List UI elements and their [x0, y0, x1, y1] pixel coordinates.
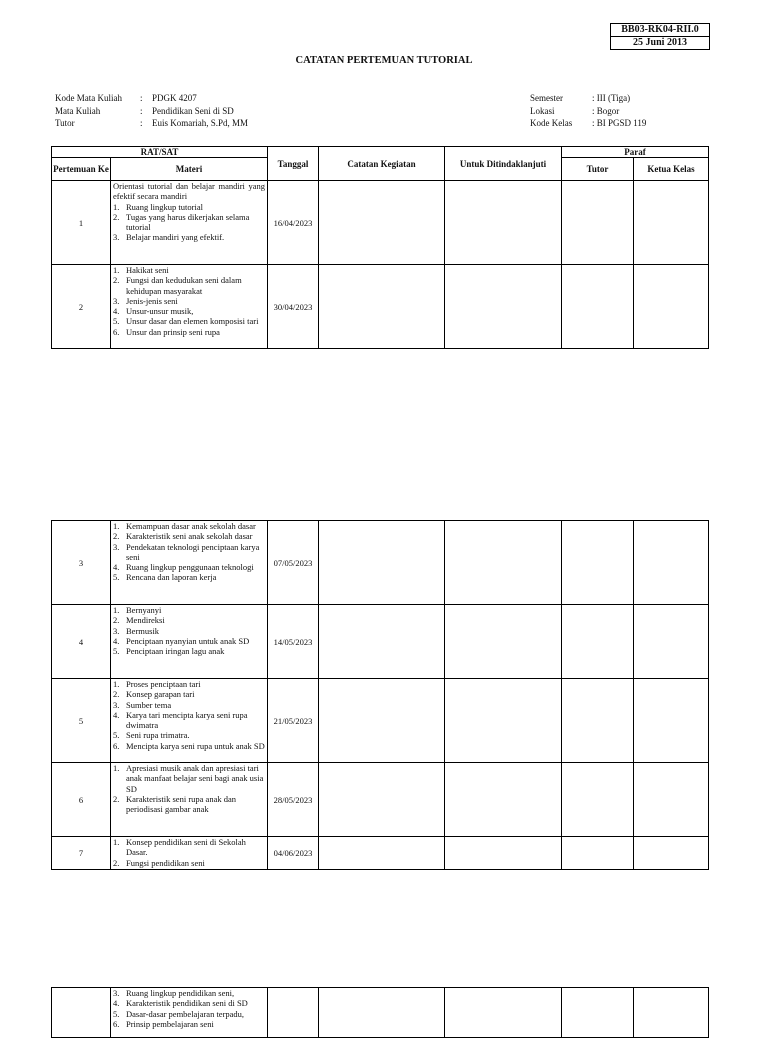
materi-cell: [111, 265, 268, 349]
item-number: 4.: [113, 998, 120, 1009]
item-text: Bernyanyi: [126, 605, 162, 615]
catatan-kegiatan-cell: [319, 521, 445, 605]
tutor-paraf-cell: [562, 679, 634, 763]
item-number: 3.: [113, 699, 120, 710]
table-row: [52, 521, 709, 605]
item-text: Unsur dasar dan elemen komposisi tari: [126, 316, 259, 327]
materi-cell: [111, 605, 268, 679]
info-label: Lokasi: [530, 105, 555, 116]
item-number: 2.: [113, 211, 120, 222]
item-text: Apresiasi musik anak dan apresiasi tari anak manfaat belajar seni bagi anak usia SD: [126, 763, 264, 794]
rat-sat-header: RAT/SAT: [52, 147, 268, 158]
paraf-header: Paraf: [562, 147, 709, 158]
tutor-paraf-cell: [562, 763, 634, 837]
list-item: [113, 296, 265, 306]
tindak-lanjut-cell: [445, 679, 562, 763]
ketua-kelas-paraf-cell: [634, 181, 709, 265]
list-item: [113, 646, 265, 656]
info-label: Semester: [530, 93, 563, 103]
meeting-number: 2: [52, 265, 111, 349]
list-item: [113, 858, 265, 868]
item-text: Belajar mandiri yang efektif.: [126, 232, 225, 243]
list-item: [113, 615, 265, 625]
list-item: [113, 998, 265, 1008]
item-number: 2.: [113, 793, 120, 804]
ketua-kelas-paraf-cell: [634, 521, 709, 605]
item-number: 1.: [113, 201, 120, 212]
list-item: [113, 730, 265, 740]
item-text: Karya tari mencipta karya seni rupa dwimatra: [126, 709, 248, 731]
info-row: Tutor : Euis Komariah, S.Pd, MM: [55, 118, 249, 128]
info-row: Mata Kuliah : Pendidikan Seni di SD: [55, 105, 234, 116]
list-item: [113, 275, 265, 296]
item-number: 3.: [113, 988, 120, 998]
list-item: [113, 605, 265, 615]
item-number: 2.: [113, 857, 120, 868]
catatan-kegiatan-cell: [319, 181, 445, 265]
list-item: [113, 710, 265, 731]
item-number: 2.: [113, 615, 120, 626]
tindak-lanjut-cell: [445, 605, 562, 679]
table-row: [52, 679, 709, 763]
materi-intro: Orientasi tutorial dan belajar mandiri yang efektif secara mandiri: [113, 181, 265, 202]
item-text: Sumber tema: [126, 699, 172, 710]
item-text: Prinsip pembelajaran seni: [126, 1018, 214, 1029]
item-number: 6.: [113, 1018, 120, 1029]
list-item: [113, 232, 265, 242]
list-item: [113, 988, 265, 998]
meeting-date: 28/05/2023: [268, 763, 319, 837]
item-number: 5.: [113, 316, 120, 327]
info-value: : III (Tiga): [592, 93, 631, 103]
item-number: 4.: [113, 306, 120, 317]
tindak-lanjut-cell: [445, 181, 562, 265]
materi-cell: [111, 521, 268, 605]
item-text: Tugas yang harus dikerjakan selama tutorial: [126, 211, 250, 233]
materi-cell: [111, 181, 268, 265]
item-number: 1.: [113, 763, 120, 773]
catatan-kegiatan-cell: [319, 679, 445, 763]
list-item: [113, 636, 265, 646]
item-text: Hakikat seni: [126, 265, 169, 275]
meeting-number: 4: [52, 605, 111, 679]
tutorial-table-section-2: [51, 520, 709, 870]
list-item: [113, 521, 265, 531]
tutor-paraf-cell: [562, 181, 634, 265]
catatan-kegiatan-cell: [319, 605, 445, 679]
tutor-header: Tutor: [562, 158, 634, 181]
ketua-kelas-paraf-cell: [634, 605, 709, 679]
catatan-kegiatan-cell: [319, 265, 445, 349]
list-item: [113, 562, 265, 572]
info-row: Kode Mata Kuliah : PDGK 4207: [55, 93, 197, 103]
info-label: Mata Kuliah: [55, 105, 101, 116]
meeting-number: 6: [52, 763, 111, 837]
item-text: Ruang lingkup tutorial: [126, 201, 203, 212]
table-row: [52, 988, 709, 1038]
item-text: Proses penciptaan tari: [126, 679, 201, 689]
tutor-paraf-cell: [562, 837, 634, 870]
meeting-date: [268, 988, 319, 1038]
meeting-number: [52, 988, 111, 1038]
materi-list: [113, 605, 265, 656]
info-value: : BI PGSD 119: [592, 118, 647, 128]
item-number: 4.: [113, 709, 120, 720]
item-text: Fungsi pendidikan seni: [126, 857, 205, 868]
tindak-lanjut-header: Untuk Ditindaklanjuti: [445, 147, 562, 181]
materi-list: [113, 521, 265, 583]
materi-list: [113, 265, 265, 337]
class-info: [530, 92, 646, 130]
table-row: [52, 265, 709, 349]
item-text: Karakteristik pendidikan seni di SD: [126, 998, 248, 1009]
item-text: Jenis-jenis seni: [126, 295, 178, 306]
tutorial-table-section-3: [51, 987, 709, 1038]
materi-cell: [111, 763, 268, 837]
ketua-kelas-paraf-cell: [634, 763, 709, 837]
list-item: [113, 794, 265, 815]
item-number: 2.: [113, 275, 120, 286]
meeting-date: 21/05/2023: [268, 679, 319, 763]
document-date: 25 Juni 2013: [611, 36, 709, 49]
document-code-box: [610, 23, 710, 50]
ketua-kelas-paraf-cell: [634, 265, 709, 349]
list-item: [113, 542, 265, 563]
tindak-lanjut-cell: [445, 521, 562, 605]
item-text: Dasar-dasar pembelajaran terpadu,: [126, 1008, 245, 1019]
info-value: Euis Komariah, S.Pd, MM: [152, 118, 249, 128]
item-text: Karakteristik seni rupa anak dan periodisasi gambar anak: [126, 793, 236, 815]
info-row: [530, 92, 646, 105]
item-text: Unsur-unsur musik,: [126, 306, 194, 317]
item-text: Rencana dan laporan kerja: [126, 572, 217, 583]
item-number: 1.: [113, 605, 120, 615]
list-item: [113, 700, 265, 710]
meeting-date: 30/04/2023: [268, 265, 319, 349]
list-item: [113, 626, 265, 636]
materi-list: [113, 837, 265, 868]
item-text: Konsep pendidikan seni di Sekolah Dasar.: [126, 837, 246, 858]
item-text: Penciptaan iringan lagu anak: [126, 646, 225, 657]
info-row: [530, 105, 646, 118]
item-text: Fungsi dan kedudukan seni dalam kehidupan masyarakat: [126, 275, 242, 296]
list-item: [113, 741, 265, 751]
tutorial-table-section-1: [51, 146, 709, 349]
item-number: 2.: [113, 689, 120, 700]
item-number: 3.: [113, 295, 120, 306]
ketua-kelas-paraf-cell: [634, 679, 709, 763]
tindak-lanjut-cell: [445, 265, 562, 349]
tutor-paraf-cell: [562, 521, 634, 605]
materi-cell: [111, 988, 268, 1038]
item-number: 5.: [113, 646, 120, 657]
meeting-date: 07/05/2023: [268, 521, 319, 605]
list-item: [113, 679, 265, 689]
table-row: [52, 837, 709, 870]
meeting-date: 16/04/2023: [268, 181, 319, 265]
list-item: [113, 1009, 265, 1019]
document-code: BB03-RK04-RII.0: [621, 24, 699, 35]
catatan-header: Catatan Kegiatan: [319, 147, 445, 181]
list-item: [113, 837, 265, 858]
tutor-paraf-cell: [562, 265, 634, 349]
meeting-date: 14/05/2023: [268, 605, 319, 679]
tindak-lanjut-cell: [445, 837, 562, 870]
pertemuan-header: Pertemuan Ke: [52, 158, 111, 181]
info-label: Kode Kelas: [530, 118, 573, 128]
list-item: [113, 306, 265, 316]
page-title: CATATAN PERTEMUAN TUTORIAL: [295, 55, 473, 66]
catatan-kegiatan-cell: [319, 763, 445, 837]
materi-list: [113, 988, 265, 1029]
table-row: [52, 763, 709, 837]
item-text: Penciptaan nyanyian untuk anak SD: [126, 635, 250, 646]
item-number: 1.: [113, 521, 120, 531]
table-row: [52, 605, 709, 679]
item-number: 4.: [113, 562, 120, 573]
meeting-number: 7: [52, 837, 111, 870]
materi-cell: [111, 679, 268, 763]
item-text: Ruang lingkup penggunaan teknologi: [126, 562, 254, 573]
list-item: [113, 265, 265, 275]
list-item: [113, 572, 265, 582]
item-text: Karakteristik seni anak sekolah dasar: [126, 531, 253, 542]
ketua-kelas-paraf-cell: [634, 837, 709, 870]
materi-list: [113, 679, 265, 751]
item-number: 1.: [113, 679, 120, 689]
materi-list: [113, 763, 265, 814]
materi-cell: [111, 837, 268, 870]
ketua-kelas-header: Ketua Kelas: [634, 158, 709, 181]
item-number: 6.: [113, 740, 120, 751]
item-text: Unsur dan prinsip seni rupa: [126, 326, 220, 337]
info-value: : Bogor: [592, 105, 620, 116]
list-item: [113, 689, 265, 699]
info-value: Pendidikan Seni di SD: [152, 105, 234, 116]
list-item: [113, 316, 265, 326]
item-text: Pendekatan teknologi penciptaan karya seni: [126, 541, 260, 562]
catatan-kegiatan-cell: [319, 837, 445, 870]
list-item: [113, 531, 265, 541]
table-row: [52, 181, 709, 265]
item-text: Mendireksi: [126, 615, 165, 626]
item-number: 3.: [113, 625, 120, 636]
info-label: Tutor: [55, 118, 75, 128]
ketua-kelas-paraf-cell: [634, 988, 709, 1038]
tutor-paraf-cell: [562, 605, 634, 679]
item-number: 3.: [113, 232, 120, 243]
item-text: Konsep garapan tari: [126, 689, 195, 700]
info-value: PDGK 4207: [152, 93, 197, 103]
item-text: Mencipta karya seni rupa untuk anak SD: [126, 740, 265, 751]
list-item: [113, 212, 265, 233]
meeting-date: 04/06/2023: [268, 837, 319, 870]
item-text: Bermusik: [126, 625, 160, 636]
item-number: 6.: [113, 326, 120, 337]
course-info: [55, 92, 248, 130]
tanggal-header: Tanggal: [268, 147, 319, 181]
item-text: Kemampuan dasar anak sekolah dasar: [126, 521, 256, 531]
item-number: 5.: [113, 730, 120, 741]
meeting-number: 1: [52, 181, 111, 265]
list-item: [113, 1019, 265, 1029]
info-row: [530, 117, 646, 130]
item-text: Ruang lingkup pendidikan seni,: [126, 988, 235, 998]
item-number: 1.: [113, 837, 120, 847]
item-number: 4.: [113, 635, 120, 646]
item-number: 5.: [113, 572, 120, 583]
list-item: [113, 327, 265, 337]
catatan-kegiatan-cell: [319, 988, 445, 1038]
list-item: [113, 763, 265, 794]
tutor-paraf-cell: [562, 988, 634, 1038]
materi-list: [113, 202, 265, 243]
item-text: Seni rupa trimatra.: [126, 730, 190, 741]
list-item: [113, 202, 265, 212]
info-label: Kode Mata Kuliah: [55, 93, 122, 103]
item-number: 3.: [113, 541, 120, 552]
tindak-lanjut-cell: [445, 988, 562, 1038]
item-number: 2.: [113, 531, 120, 542]
tindak-lanjut-cell: [445, 763, 562, 837]
meeting-number: 5: [52, 679, 111, 763]
item-number: 5.: [113, 1008, 120, 1019]
materi-header: Materi: [111, 158, 268, 181]
meeting-number: 3: [52, 521, 111, 605]
item-number: 1.: [113, 265, 120, 275]
